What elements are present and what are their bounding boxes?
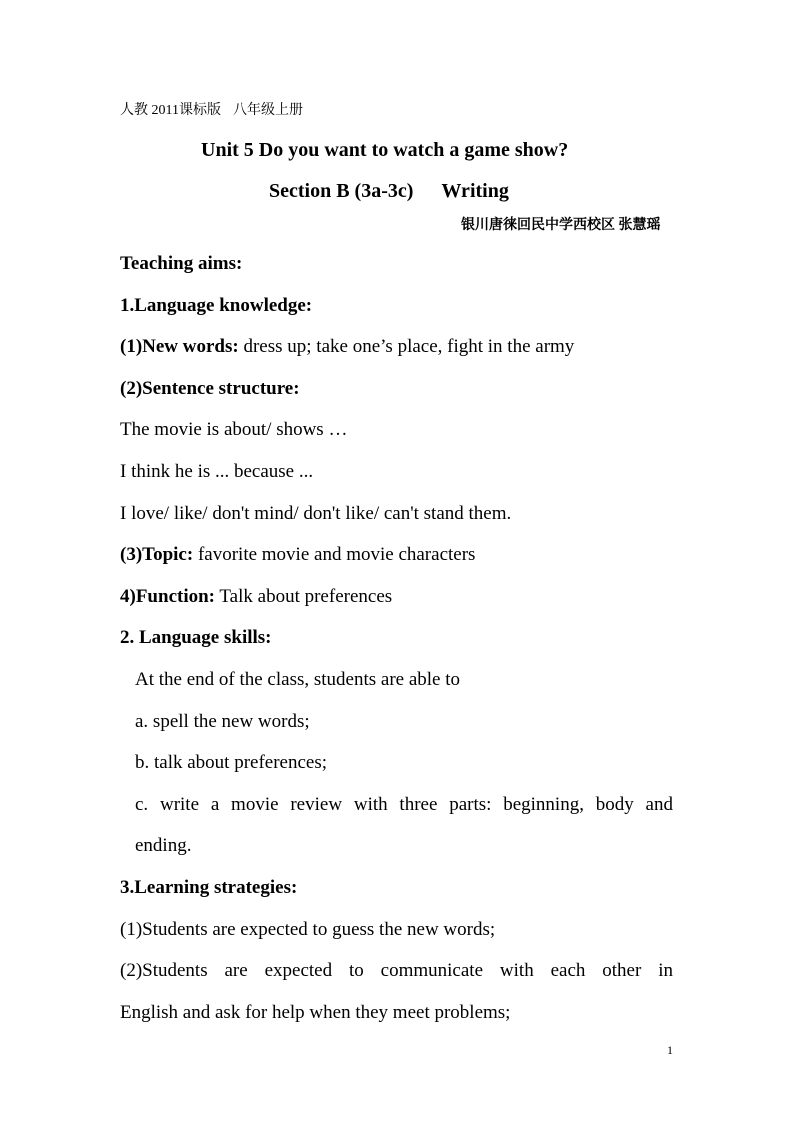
function-line [120,585,392,609]
teaching-aims-heading: Teaching aims: [120,253,243,274]
textbook-name: 人教 2011课标版 [120,103,221,118]
topic-text: favorite movie and movie characters [193,544,476,565]
section-name: Section B (3a-3c) [269,180,414,202]
function-text: Talk about preferences [215,586,393,607]
skill-item: c. write a movie review with three parts: beginning, body and [135,794,673,815]
strategy-item-continued: English and ask for help when they meet problems; [120,1002,511,1023]
new-words-line [120,335,574,359]
structure-line: I love/ like/ don't mind/ don't like/ can't stand them. [120,503,512,524]
language-knowledge-heading: 1.Language knowledge: [120,295,313,316]
skill-item: b. talk about preferences; [135,752,328,773]
textbook-label [120,102,303,120]
section-type: Writing [441,180,509,202]
topic-line [120,543,475,567]
language-skills-heading: 2. Language skills: [120,627,272,648]
strategy-item: (1)Students are expected to guess the new words; [120,919,496,940]
skill-item: a. spell the new words; [135,711,310,732]
function-label: 4)Function: [120,586,215,607]
skill-item-continued: ending. [135,835,192,856]
new-words-label: (1)New words: [120,336,239,357]
section-title [269,178,509,204]
author: 银川唐徕回民中学西校区 张慧瑶 [461,218,661,233]
skills-intro: At the end of the class, students are able to [135,669,461,690]
page-number: 1 [667,1043,673,1057]
grade-label: 八年级上册 [232,103,303,118]
structure-line: The movie is about/ shows … [120,419,348,440]
sentence-structure-heading: (2)Sentence structure: [120,378,300,399]
strategy-item: (2)Students are expected to communicate with each other in [120,960,673,981]
topic-label: (3)Topic: [120,544,194,565]
new-words-text: dress up; take one’s place, fight in the army [238,336,575,357]
structure-line: I think he is ... because ... [120,461,314,482]
learning-strategies-heading: 3.Learning strategies: [120,877,298,898]
unit-title: Unit 5 Do you want to watch a game show? [201,139,569,161]
